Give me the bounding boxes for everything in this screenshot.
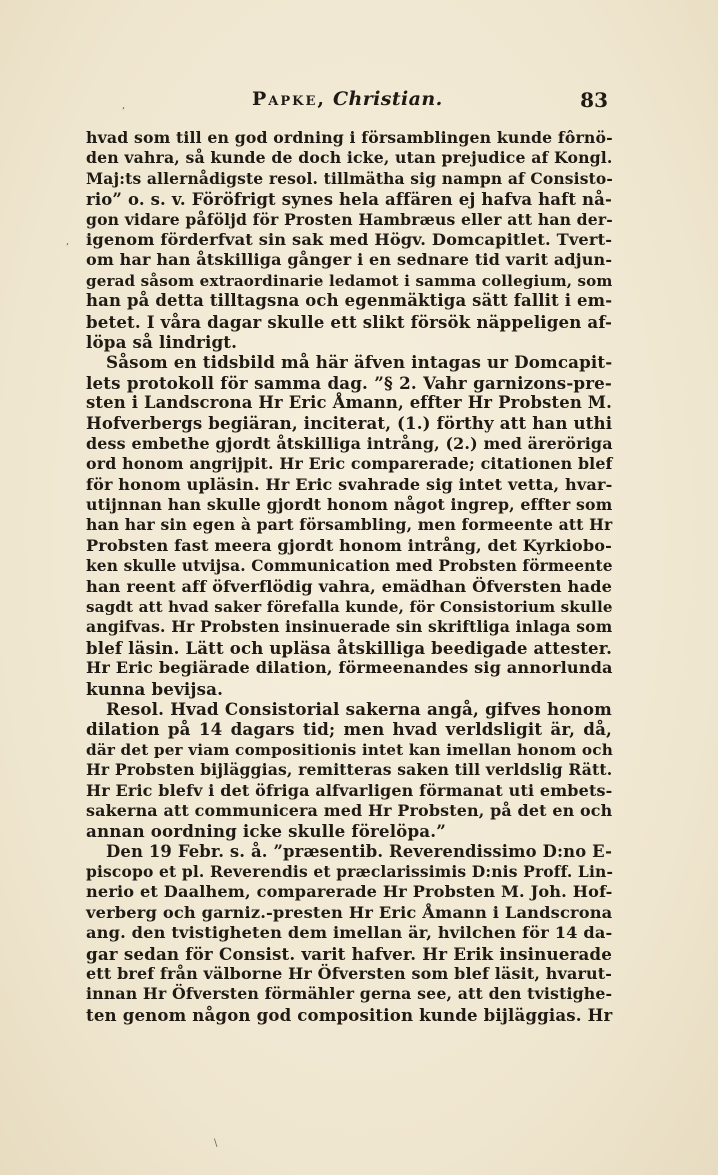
print-speck: , (122, 100, 126, 111)
text-line: om har han åtskilliga gånger i en sednare tid varit adjun- (86, 250, 613, 270)
text-line: han reent aff öfverflödig vahra, emädhan Öfversten hade (86, 576, 613, 596)
text-line: ord honom angrijpit. Hr Eric comparerade; citationen blef (86, 454, 613, 474)
text-line: verberg och garniz.-presten Hr Eric Åmann i Landscrona (86, 902, 613, 922)
text-line: Hofverbergs begiäran, inciterat, (1.) förthy att han uthi (86, 413, 613, 434)
text-line: kunna bevijsa. (86, 678, 224, 699)
running-head-forename: Christian. (333, 88, 443, 110)
text-line: Hr Probsten bijläggias, remitteras saken till verldslig Rätt. (86, 760, 613, 780)
body-text (86, 128, 612, 1025)
text-line: den vahra, så kunde de doch icke, utan prejudice af Kongl. (86, 148, 613, 168)
text-line: annan oordning icke skulle förelöpa.” (86, 821, 446, 842)
text-line: sakerna att communicera med Hr Probsten, på det en och (86, 800, 613, 820)
text-line: lets protokoll för samma dag. ”§ 2. Vahr garnizons-pre- (86, 372, 612, 393)
text-line: ang. den tvistigheten dem imellan är, hvilchen för 14 da- (86, 923, 613, 943)
text-line: piscopo et pl. Reverendis et præclarissimis D:nis Proff. Lin- (86, 862, 614, 882)
text-line: han har sin egen à part försambling, men formeente att Hr (86, 515, 613, 535)
text-line: ten genom någon god composition kunde bijläggias. Hr (86, 1004, 613, 1025)
text-line: Den 19 Febr. s. å. ”præsentib. Reverendissimo D:no E- (106, 841, 613, 861)
text-line: rio” o. s. v. Föröfrigt synes hela affären ej hafva haft nå- (86, 189, 612, 210)
text-line: nerio et Daalhem, comparerade Hr Probsten M. Joh. Hof- (86, 882, 613, 902)
text-line: gerad såsom extraordinarie ledamot i samma collegium, som (86, 271, 613, 290)
text-line: han på detta tilltagsna och egenmäktiga sätt fallit i em- (86, 291, 613, 311)
text-line: gon vidare påföljd för Prosten Hambræus eller att han der- (86, 209, 613, 229)
text-line: ett bref från välborne Hr Öfversten som blef läsit, hvarut- (86, 964, 613, 984)
running-head-surname: Papke, (252, 88, 326, 110)
text-line: Probsten fast meera gjordt honom intrång, det Kyrkiobo- (86, 535, 613, 555)
text-line: Såsom en tidsbild må här äfven intagas ur Domcapit- (106, 352, 613, 373)
text-line: där det per viam compositionis intet kan imellan honom och (86, 740, 613, 759)
text-line: sagdt att hvad saker förefalla kunde, för Consistorium skulle (86, 597, 613, 616)
text-line: Hr Eric begiärade dilation, förmeenandes sig annorlunda (86, 658, 613, 678)
print-speck: \ (214, 1138, 218, 1149)
text-line: Hr Eric blefv i det öfriga alfvarligen förmanat uti embets- (86, 780, 613, 800)
text-line: innan Hr Öfversten förmähler gerna see, att den tvistighe- (86, 984, 613, 1004)
running-head (252, 88, 443, 110)
text-line: angifvas. Hr Probsten insinuerade sin skriftliga inlaga som (86, 617, 613, 637)
text-line: Resol. Hvad Consistorial sakerna angå, gifves honom (106, 698, 612, 719)
text-line: sten i Landscrona Hr Eric Åmann, effter Hr Probsten M. (86, 393, 612, 413)
text-line: löpa så lindrigt. (86, 331, 238, 352)
text-line: utijnnan han skulle gjordt honom något ingrep, effter som (86, 495, 613, 515)
text-line: gar sedan för Consist. varit hafver. Hr Erik insinuerade (86, 943, 612, 964)
text-line: betet. I våra dagar skulle ett slikt försök näppeligen af- (86, 311, 613, 332)
page-number: 83 (580, 88, 608, 112)
page-header (84, 88, 608, 118)
text-line: blef läsin. Lätt och upläsa åtskilliga beedigade attester. (86, 637, 612, 658)
text-line: dess embethe gjordt åtskilliga intrång, (2.) med äreröriga (86, 433, 613, 453)
text-line: ken skulle utvijsa. Communication med Probsten förmeente (86, 557, 613, 576)
text-line: igenom förderfvat sin sak med Högv. Domcapitlet. Tvert- (86, 229, 613, 249)
text-line: dilation på 14 dagars tid; men hvad verldsligit är, då, (86, 719, 612, 740)
text-line: hvad som till en god ordning i församblingen kunde fôrnö- (86, 128, 613, 147)
text-line: för honom upläsin. Hr Eric svahrade sig intet vetta, hvar- (86, 474, 613, 494)
print-speck: , (66, 236, 70, 247)
text-line: Maj:ts allernådigste resol. tillmätha sig nampn af Consisto- (86, 168, 613, 188)
